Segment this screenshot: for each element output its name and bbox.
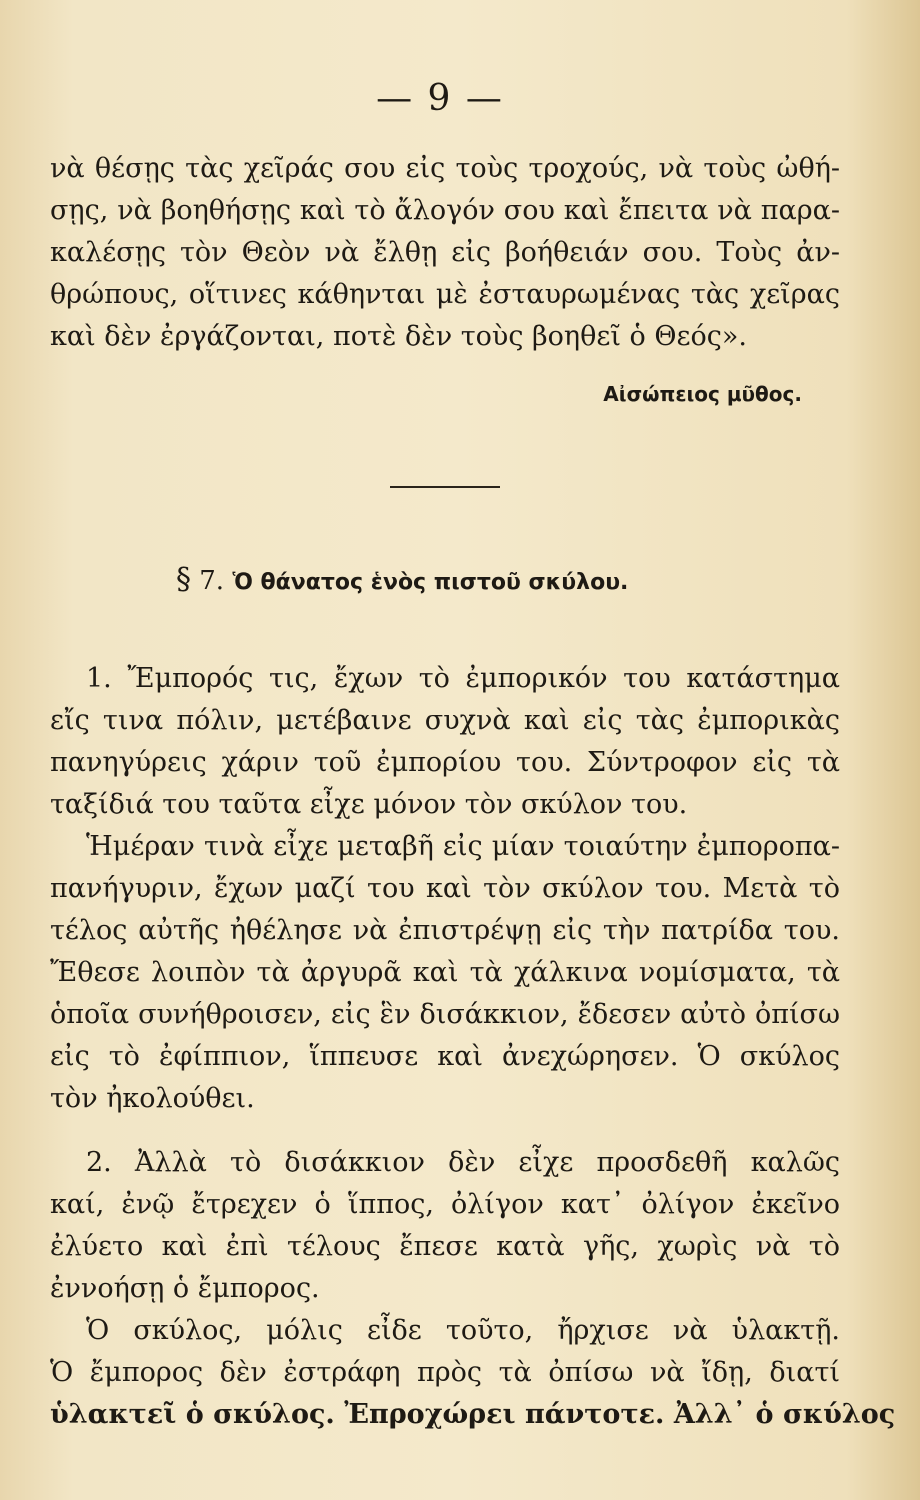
section-heading [176, 562, 628, 597]
paragraph-2 [50, 826, 840, 1120]
section-sign: § [176, 562, 191, 597]
section-body [50, 658, 896, 1436]
text-line: ὁποῖα συνήθροισεν, εἰς ἓν δισάκκιον, ἔδεσεν αὐτὸ ὀπίσω [50, 999, 840, 1030]
text-line: τέλος αὐτῆς ἠθέλησε νὰ ἐπιστρέψῃ εἰς τὴν πατρίδα του. [50, 915, 840, 946]
attribution: Αἰσώπειος μῦθος. [603, 382, 802, 406]
section-number: 7. [199, 566, 225, 596]
page-number: — 9 — [376, 78, 504, 119]
text-line: καί, ἐνῷ ἔτρεχεν ὁ ἵππος, ὀλίγον κατ᾽ ὀλίγον ἐκεῖνο [50, 1189, 840, 1220]
text-line: πανηγύρεις χάριν τοῦ ἐμπορίου του. Σύντροφον εἰς τὰ [50, 747, 840, 778]
text-line: ὑλακτεῖ ὁ σκύλος. Ἐπροχώρει πάντοτε. Ἀλλ᾽ ὁ σκύλος [50, 1399, 896, 1430]
text-line: 2. Ἀλλὰ τὸ δισάκκιον δὲν εἶχε προσδεθῆ καλῶς [86, 1147, 840, 1178]
paragraph-4 [50, 1310, 896, 1436]
text-line: καὶ δὲν ἐργάζονται, ποτὲ δὲν τοὺς βοηθεῖ ὁ Θεός». [50, 321, 747, 352]
text-line: Ἡμέραν τινὰ εἶχε μεταβῆ εἰς μίαν τοιαύτην ἐμποροπα- [86, 831, 840, 862]
text-line: ἐννοήσῃ ὁ ἔμπορος. [50, 1273, 320, 1304]
text-line: εἰς τὸ ἐφίππιον, ἵππευσε καὶ ἀνεχώρησεν. Ὁ σκύλος [50, 1041, 840, 1072]
text-line: θρώπους, οἵτινες κάθηνται μὲ ἐσταυρωμένας τὰς χεῖρας [50, 279, 840, 310]
text-line: νὰ θέσῃς τὰς χεῖράς σου εἰς τοὺς τροχούς, νὰ τοὺς ὠθή- [50, 153, 840, 184]
section-title: Ὁ θάνατος ἑνὸς πιστοῦ σκύλου. [232, 570, 629, 595]
text-line: πανήγυριν, ἔχων μαζί του καὶ τὸν σκύλον του. Μετὰ τὸ [50, 873, 840, 904]
text-line: εἴς τινα πόλιν, μετέβαινε συχνὰ καὶ εἰς τὰς ἐμπορικὰς [50, 705, 840, 736]
text-line: σῃς, νὰ βοηθήσῃς καὶ τὸ ἄλογόν σου καὶ ἔπειτα νὰ παρα- [50, 195, 840, 226]
text-line: τὸν ἠκολούθει. [50, 1083, 255, 1114]
text-line: καλέσῃς τὸν Θεὸν νὰ ἔλθῃ εἰς βοήθειάν σου. Τοὺς ἀν- [50, 237, 840, 268]
paragraph-1 [50, 658, 840, 826]
paragraph-gap [50, 1120, 840, 1142]
top-paragraph [50, 148, 840, 358]
section-divider [390, 486, 500, 488]
text-line: Ὁ σκύλος, μόλις εἶδε τοῦτο, ἤρχισε νὰ ὑλακτῇ. [86, 1315, 840, 1346]
text-line: ἐλύετο καὶ ἐπὶ τέλους ἔπεσε κατὰ γῆς, χωρὶς νὰ τὸ [50, 1231, 840, 1262]
paragraph-3 [50, 1142, 840, 1310]
text-line: 1. Ἔμπορός τις, ἔχων τὸ ἐμπορικόν του κατάστημα [86, 663, 840, 694]
text-line: Ἔθεσε λοιπὸν τὰ ἀργυρᾶ καὶ τὰ χάλκινα νομίσματα, τὰ [50, 957, 840, 988]
text-line: Ὁ ἔμπορος δὲν ἐστράφη πρὸς τὰ ὀπίσω νὰ ἴδῃ, διατί [50, 1357, 840, 1388]
text-line: ταξίδιά του ταῦτα εἶχε μόνον τὸν σκύλον του. [50, 789, 688, 820]
